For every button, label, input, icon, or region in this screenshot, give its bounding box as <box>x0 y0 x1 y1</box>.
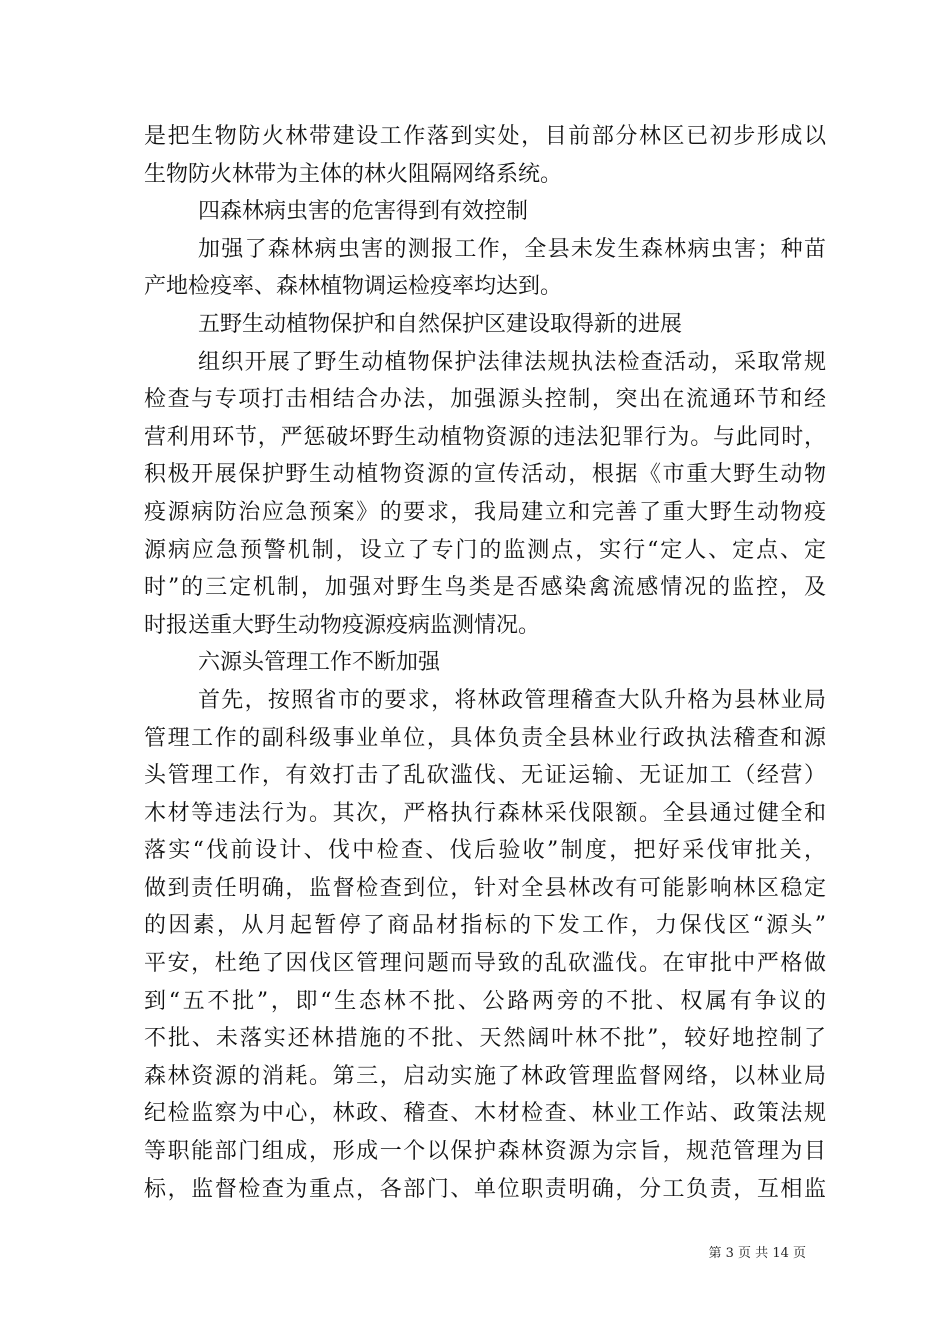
text-line: 时”的三定机制，加强对野生鸟类是否感染禽流感情况的监控，及 <box>144 575 826 601</box>
text-line: 营利用环节，严惩破坏野生动植物资源的违法犯罪行为。与此同时， <box>144 424 826 450</box>
text-line: 的因素，从月起暂停了商品材指标的下发工作，力保伐区“源头” <box>144 913 826 939</box>
text-line: 到“五不批”，即“生态林不批、公路两旁的不批、权属有争议的 <box>144 988 826 1014</box>
text-line: 加强了森林病虫害的测报工作，全县未发生森林病虫害；种苗 <box>198 236 826 262</box>
text-line: 四森林病虫害的危害得到有效控制 <box>198 199 529 225</box>
text-line: 组织开展了野生动植物保护法律法规执法检查活动，采取常规 <box>198 349 826 375</box>
text-line: 源病应急预警机制，设立了专门的监测点，实行“定人、定点、定 <box>144 537 826 563</box>
text-line: 检查与专项打击相结合办法，加强源头控制，突出在流通环节和经 <box>144 387 826 413</box>
page-number: 第 3 页 共 14 页 <box>708 1246 806 1261</box>
text-line: 管理工作的副科级事业单位，具体负责全县林业行政执法稽查和源 <box>144 725 826 751</box>
text-line: 头管理工作，有效打击了乱砍滥伐、无证运输、无证加工（经营） <box>144 763 826 789</box>
text-line: 做到责任明确，监督检查到位，针对全县林改有可能影响林区稳定 <box>144 875 826 901</box>
text-line: 生物防火林带为主体的林火阻隔网络系统。 <box>144 161 563 187</box>
text-line: 疫源病防治应急预案》的要求，我局建立和完善了重大野生动物疫 <box>144 499 826 525</box>
text-line: 平安，杜绝了因伐区管理问题而导致的乱砍滥伐。在审批中严格做 <box>144 951 826 977</box>
text-line: 积极开展保护野生动植物资源的宣传活动，根据《市重大野生动物 <box>144 462 826 488</box>
text-line: 时报送重大野生动物疫源疫病监测情况。 <box>144 612 541 638</box>
text-line: 标，监督检查为重点，各部门、单位职责明确，分工负责，互相监 <box>144 1176 826 1202</box>
text-line: 森林资源的消耗。第三，启动实施了林政管理监督网络，以林业局 <box>144 1063 826 1089</box>
text-line: 等职能部门组成，形成一个以保护森林资源为宗旨，规范管理为目 <box>144 1139 826 1165</box>
text-line: 木材等违法行为。其次，严格执行森林采伐限额。全县通过健全和 <box>144 800 826 826</box>
document-body <box>144 118 826 1208</box>
text-line: 五野生动植物保护和自然保护区建设取得新的进展 <box>198 311 683 337</box>
text-line: 纪检监察为中心，林政、稽查、木材检查、林业工作站、政策法规 <box>144 1101 826 1127</box>
text-line: 不批、未落实还林措施的不批、天然阔叶林不批”，较好地控制了 <box>144 1026 826 1052</box>
text-line: 首先，按照省市的要求，将林政管理稽查大队升格为县林业局 <box>198 687 826 713</box>
text-line: 落实“伐前设计、伐中检查、伐后验收”制度，把好采伐审批关， <box>144 838 826 864</box>
text-line: 产地检疫率、森林植物调运检疫率均达到。 <box>144 274 563 300</box>
text-line: 是把生物防火林带建设工作落到实处，目前部分林区已初步形成以 <box>144 124 826 149</box>
text-line: 六源头管理工作不断加强 <box>198 650 441 676</box>
